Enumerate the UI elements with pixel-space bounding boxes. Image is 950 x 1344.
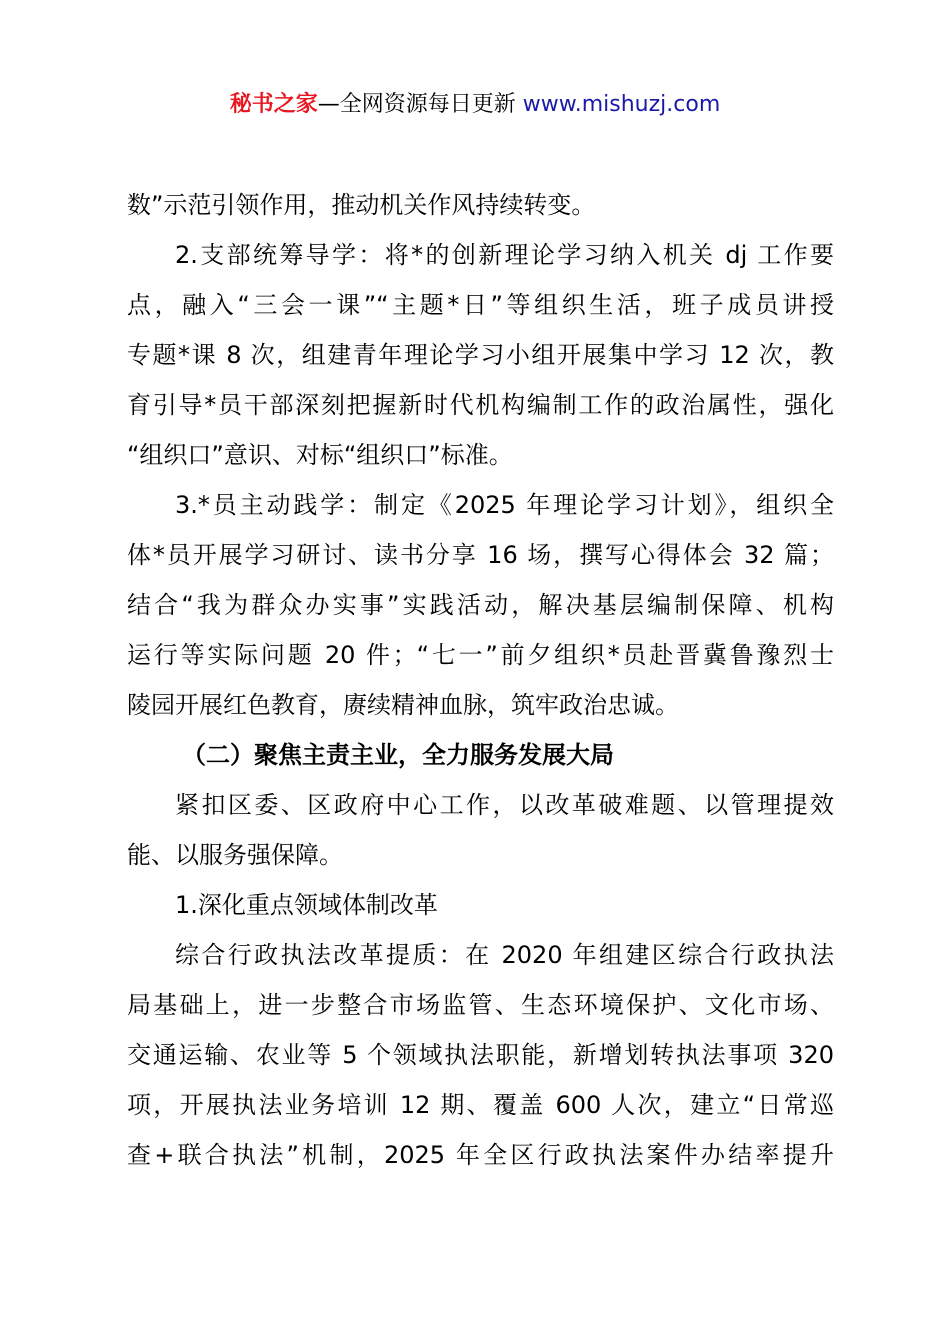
- paragraph-line: 结合“我为群众办实事”实践活动，解决基层编制保障、机构: [127, 591, 834, 619]
- paragraph-line: 3.*员主动践学：制定《2025 年理论学习计划》，组织全: [175, 491, 834, 519]
- section-heading: （二）聚焦主责主业，全力服务发展大局: [182, 741, 614, 769]
- paragraph-line: 专题*课 8 次，组建青年理论学习小组开展集中学习 12 次，教: [127, 341, 834, 369]
- paragraph-line: 2.支部统筹导学：将*的创新理论学习纳入机关 dj 工作要: [175, 241, 834, 269]
- paragraph-line: 能、以服务强保障。: [127, 841, 343, 869]
- paragraph-line: 陵园开展红色教育，赓续精神血脉，筑牢政治忠诚。: [127, 691, 679, 719]
- site-url-link[interactable]: www.mishuzj.com: [522, 92, 721, 117]
- brand-name: 秘书之家: [229, 92, 318, 117]
- paragraph-line: 查+联合执法”机制，2025 年全区行政执法案件办结率提升: [127, 1141, 834, 1169]
- paragraph-line: 育引导*员干部深刻把握新时代机构编制工作的政治属性，强化: [127, 391, 834, 419]
- header-tagline: —全网资源每日更新: [317, 92, 523, 117]
- paragraph-line: 交通运输、农业等 5 个领域执法职能，新增划转执法事项 320: [127, 1041, 834, 1069]
- paragraph-line: 数”示范引领作用，推动机关作风持续转变。: [127, 191, 596, 219]
- subsection-heading: 1.深化重点领域体制改革: [175, 891, 438, 919]
- paragraph-line: 局基础上，进一步整合市场监管、生态环境保护、文化市场、: [127, 991, 834, 1019]
- paragraph-line: 综合行政执法改革提质：在 2020 年组建区综合行政执法: [175, 941, 834, 969]
- paragraph-line: 体*员开展学习研讨、读书分享 16 场，撰写心得体会 32 篇；: [127, 541, 834, 569]
- paragraph-line: 项，开展执法业务培训 12 期、覆盖 600 人次，建立“日常巡: [127, 1091, 834, 1119]
- paragraph-line: 紧扣区委、区政府中心工作，以改革破难题、以管理提效: [175, 791, 834, 819]
- paragraph-line: 运行等实际问题 20 件；“七一”前夕组织*员赴晋冀鲁豫烈士: [127, 641, 834, 669]
- paragraph-line: “组织口”意识、对标“组织口”标准。: [127, 441, 513, 469]
- site-header: [0, 88, 950, 122]
- paragraph-line: 点，融入“三会一课”“主题*日”等组织生活，班子成员讲授: [127, 291, 834, 319]
- document-body: [127, 180, 834, 1180]
